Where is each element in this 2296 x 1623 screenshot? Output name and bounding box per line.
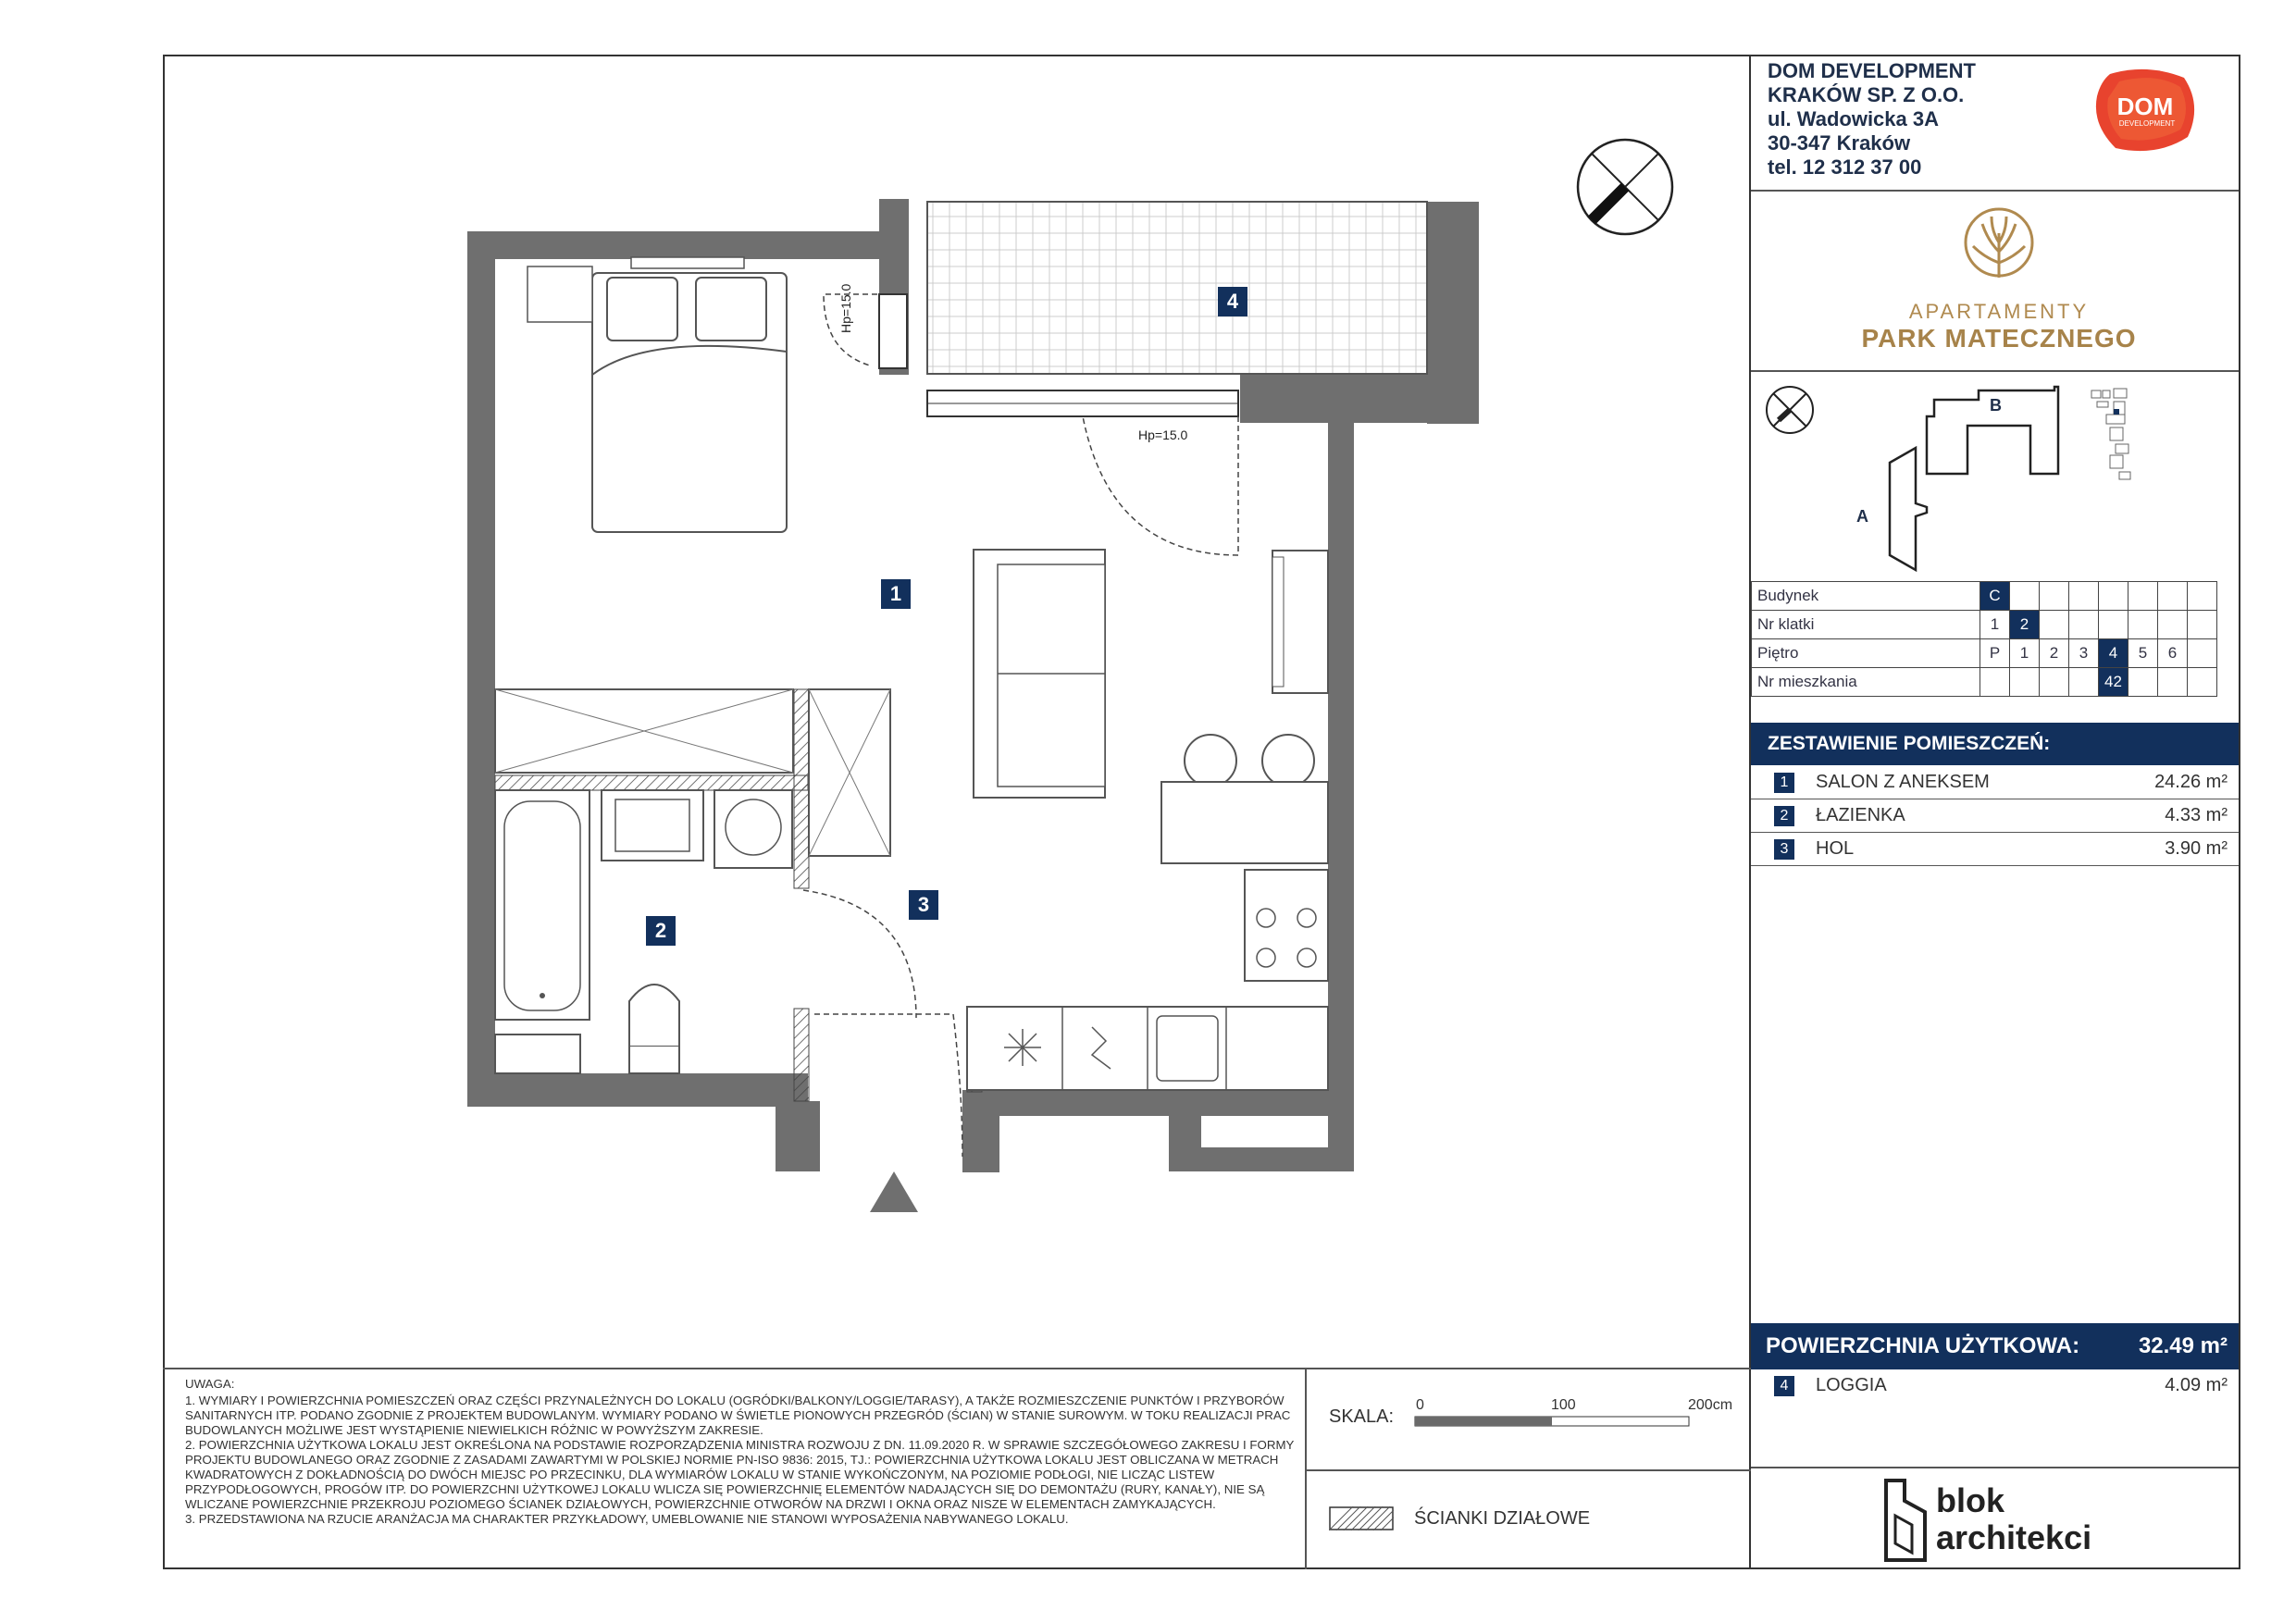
architect-line2: architekci: [1936, 1518, 2092, 1556]
room-row: [1751, 766, 2239, 799]
room-tag-3: 3: [909, 890, 938, 920]
room-tag-1: 1: [881, 579, 911, 609]
pietro-2: 2: [2040, 639, 2069, 668]
room-number: 3: [1774, 839, 1794, 860]
pillow: [607, 278, 677, 341]
mieszkanie-label: Nr mieszkania: [1752, 668, 1980, 697]
partition-wall: [794, 1009, 809, 1101]
pietro-p: P: [1980, 639, 2010, 668]
zestawienie-header: ZESTAWIENIE POMIESZCZEŃ:: [1751, 723, 2239, 765]
floor-plan: [463, 194, 1499, 1221]
north-arrow-small-icon: [1767, 387, 1813, 433]
architect-name: [1936, 1482, 2091, 1556]
budynek-label: Budynek: [1752, 582, 1980, 611]
scale-tick: 200cm: [1688, 1397, 1733, 1413]
cooktop: [1245, 870, 1328, 981]
room-row: [1751, 833, 2239, 866]
blok-architekci-logo-icon: [1879, 1479, 1930, 1564]
project-logo: [1860, 205, 2138, 353]
logo-subtext: DEVELOPMENT: [2118, 119, 2176, 128]
pietro-4: 4: [2099, 639, 2128, 668]
tree-emblem: [1962, 205, 2036, 289]
partition-wall: [495, 775, 808, 790]
chair: [1185, 735, 1236, 787]
scale-tick: 0: [1416, 1397, 1424, 1413]
pietro-row: [1752, 639, 2217, 668]
room-tag-4: 4: [1218, 287, 1247, 316]
pietro-3: 3: [2069, 639, 2099, 668]
company-line: KRAKÓW SP. Z O.O.: [1768, 83, 1965, 106]
notes-header: UWAGA:: [185, 1377, 235, 1391]
key-plan: [2091, 389, 2130, 479]
scale-label: SKALA:: [1329, 1406, 1395, 1427]
klatka-1: 1: [1980, 611, 2010, 639]
north-arrow-icon: [1573, 135, 1677, 239]
klatka-row: [1752, 611, 2217, 639]
door-swing: [814, 1014, 962, 1157]
loggia-area: 4.09 m²: [2165, 1375, 2228, 1395]
divider: [1751, 1467, 2239, 1468]
entrance-arrow-icon: [870, 1171, 918, 1212]
partition-wall: [794, 689, 809, 888]
project-line2: PARK MATECZNEGO: [1861, 324, 2137, 353]
powierzchnia-value: 32.49 m²: [2138, 1333, 2228, 1358]
room-tag-2: 2: [646, 916, 676, 946]
company-line: DOM DEVELOPMENT: [1768, 59, 1976, 82]
powierzchnia-label: POWIERZCHNIA UŻYTKOWA:: [1766, 1333, 2080, 1358]
note-item: 2. POWIERZCHNIA UŻYTKOWA LOKALU JEST OKREŚLONA NA PODSTAWIE ROZPORZĄDZENIA MINISTRA ROZWOJU Z DN. 11.09.2020 R. W SPRAWIE SZCZEGÓŁOWEGO ZAKRESU I FORMY PROJEKTU BUDOWLANEGO ORAZ ZGODNIE Z ZASADAMI ZAWARTYMI W POLSKIEJ NORMIE PN-ISO 9836: 2015, TJ.: POWIERZCHNIA UŻYTKOWA LOKALU JEST OBLICZANA W METRACH KWADRATOWYCH Z DOKŁADNOŚCIĄ DO DWÓCH MIEJSC PO PRZECINKU, DLA WYMIARÓW LOKALU W STANIE WYKOŃCZONYM, NA POZIOMIE PODŁOGI, NIE LICZĄC LISTEW PRZYPODŁOGOWYCH, PROGÓW ITP. DO POWIERZCHNI UŻYTKOWEJ LOKALU WLICZA SIĘ POWIERZCHNIĘ ELEMENTÓW NADAJĄCYCH SIĘ DO DEMONTAŻU (RURY, KANAŁY), NIE SĄ WLICZANE POWIERZCHNIE PRZEKROJU POZIOMEGO ŚCIANEK DZIAŁOWYCH, POWIERZCHNIE OTWORÓW NA DRZWI I OKNA ORAZ NISZE W ELEMENTACH ZAMYKAJĄCYCH.: [185, 1438, 1295, 1511]
klatka-label: Nr klatki: [1752, 611, 1980, 639]
divider: [1305, 1368, 1307, 1569]
klatka-2: 2: [2010, 611, 2040, 639]
room-number: 2: [1774, 806, 1794, 826]
note-item: 3. PRZEDSTAWIONA NA RZUCIE ARANŻACJA MA CHARAKTER PRZYKŁADOWY, UMEBLOWANIE NIE STANOWI WYPOSAŻENIA NABYWANEGO LOKALU.: [185, 1512, 1069, 1526]
dom-development-logo: [2091, 68, 2201, 155]
project-line1: APARTAMENTY: [1908, 300, 2090, 323]
powierzchnia-bar: [1751, 1323, 2239, 1369]
divider: [1751, 370, 2239, 372]
company-address: [1768, 59, 1976, 180]
note-item: 1. WYMIARY I POWIERZCHNIA POMIESZCZEŃ ORAZ CZĘŚCI PRZYNALEŻNYCH DO LOKALU (OGRÓDKI/BALKONY/LOGGIE/TARASY), A TAKŻE ROZMIESZCZENIE PUNKTÓW I PRZYBORÓW SANITARNYCH ITP. PODANO ZGODNIE Z PROJEKTEM BUDOWLANYM. WYMIARY PODANO W ŚWIETLE PIONOWYCH PRZEGRÓD (ŚCIAN) W STANIE SUROWYM. W TOKU REALIZACJI PRAC BUDOWLANYCH MOŻLIWE JEST WYSTĄPIENIE NIEWIELKICH RÓŻNIC W POWYŻSZYM ZAKRESIE.: [185, 1394, 1291, 1437]
room-name: HOL: [1816, 838, 1855, 859]
apartment-marker: [2114, 409, 2119, 415]
apartment-info-table: [1751, 581, 2217, 697]
toilet: [629, 1046, 679, 1073]
pietro-5: 5: [2128, 639, 2158, 668]
partition-wall-swatch: [1329, 1506, 1394, 1530]
budynek-row: [1752, 582, 2217, 611]
building-a-label: A: [1856, 507, 1868, 526]
table: [1161, 782, 1328, 863]
company-line: ul. Wadowicka 3A: [1768, 107, 1940, 130]
chair: [1262, 735, 1314, 787]
divider: [1751, 190, 2239, 192]
room-row: [1751, 799, 2239, 833]
notes: [185, 1377, 1296, 1527]
building-a-outline: [1890, 448, 1927, 570]
loggia-number: 4: [1774, 1376, 1794, 1396]
room-name: SALON Z ANEKSEM: [1816, 772, 1990, 792]
door-swing: [803, 890, 916, 1018]
building-b-label: B: [1990, 396, 2002, 415]
mieszkanie-row: [1752, 668, 2217, 697]
loggia-row: [1751, 1369, 2239, 1403]
logo-text: DOM: [2116, 93, 2174, 120]
pietro-1: 1: [2010, 639, 2040, 668]
scale-bar: [1414, 1416, 1692, 1429]
scale-tick: 100: [1551, 1397, 1576, 1413]
pietro-label: Piętro: [1752, 639, 1980, 668]
divider: [163, 1368, 1751, 1369]
room-area: 4.33 m²: [2165, 805, 2228, 825]
loggia-floor: [927, 202, 1427, 374]
hp-label: Hp=15.0: [838, 283, 853, 333]
room-name: ŁAZIENKA: [1816, 805, 1905, 825]
room-area: 24.26 m²: [2154, 772, 2228, 792]
budynek-value: C: [1980, 582, 2010, 611]
room-number: 1: [1774, 773, 1794, 793]
hp-label: Hp=15.0: [1138, 427, 1188, 442]
room-area: 3.90 m²: [2165, 838, 2228, 859]
company-line: 30-347 Kraków: [1768, 131, 1911, 155]
divider: [1305, 1469, 1751, 1471]
mieszkanie-value: 42: [2099, 668, 2128, 697]
legend-label: ŚCIANKI DZIAŁOWE: [1414, 1508, 1591, 1529]
fridge-icon: [1004, 1029, 1041, 1066]
kitchen-sink: [1157, 1016, 1218, 1081]
architect-line1: blok: [1936, 1481, 2005, 1519]
company-line: tel. 12 312 37 00: [1768, 155, 1922, 179]
loggia-name: LOGGIA: [1816, 1375, 1887, 1395]
pillow: [696, 278, 766, 341]
pietro-6: 6: [2158, 639, 2188, 668]
